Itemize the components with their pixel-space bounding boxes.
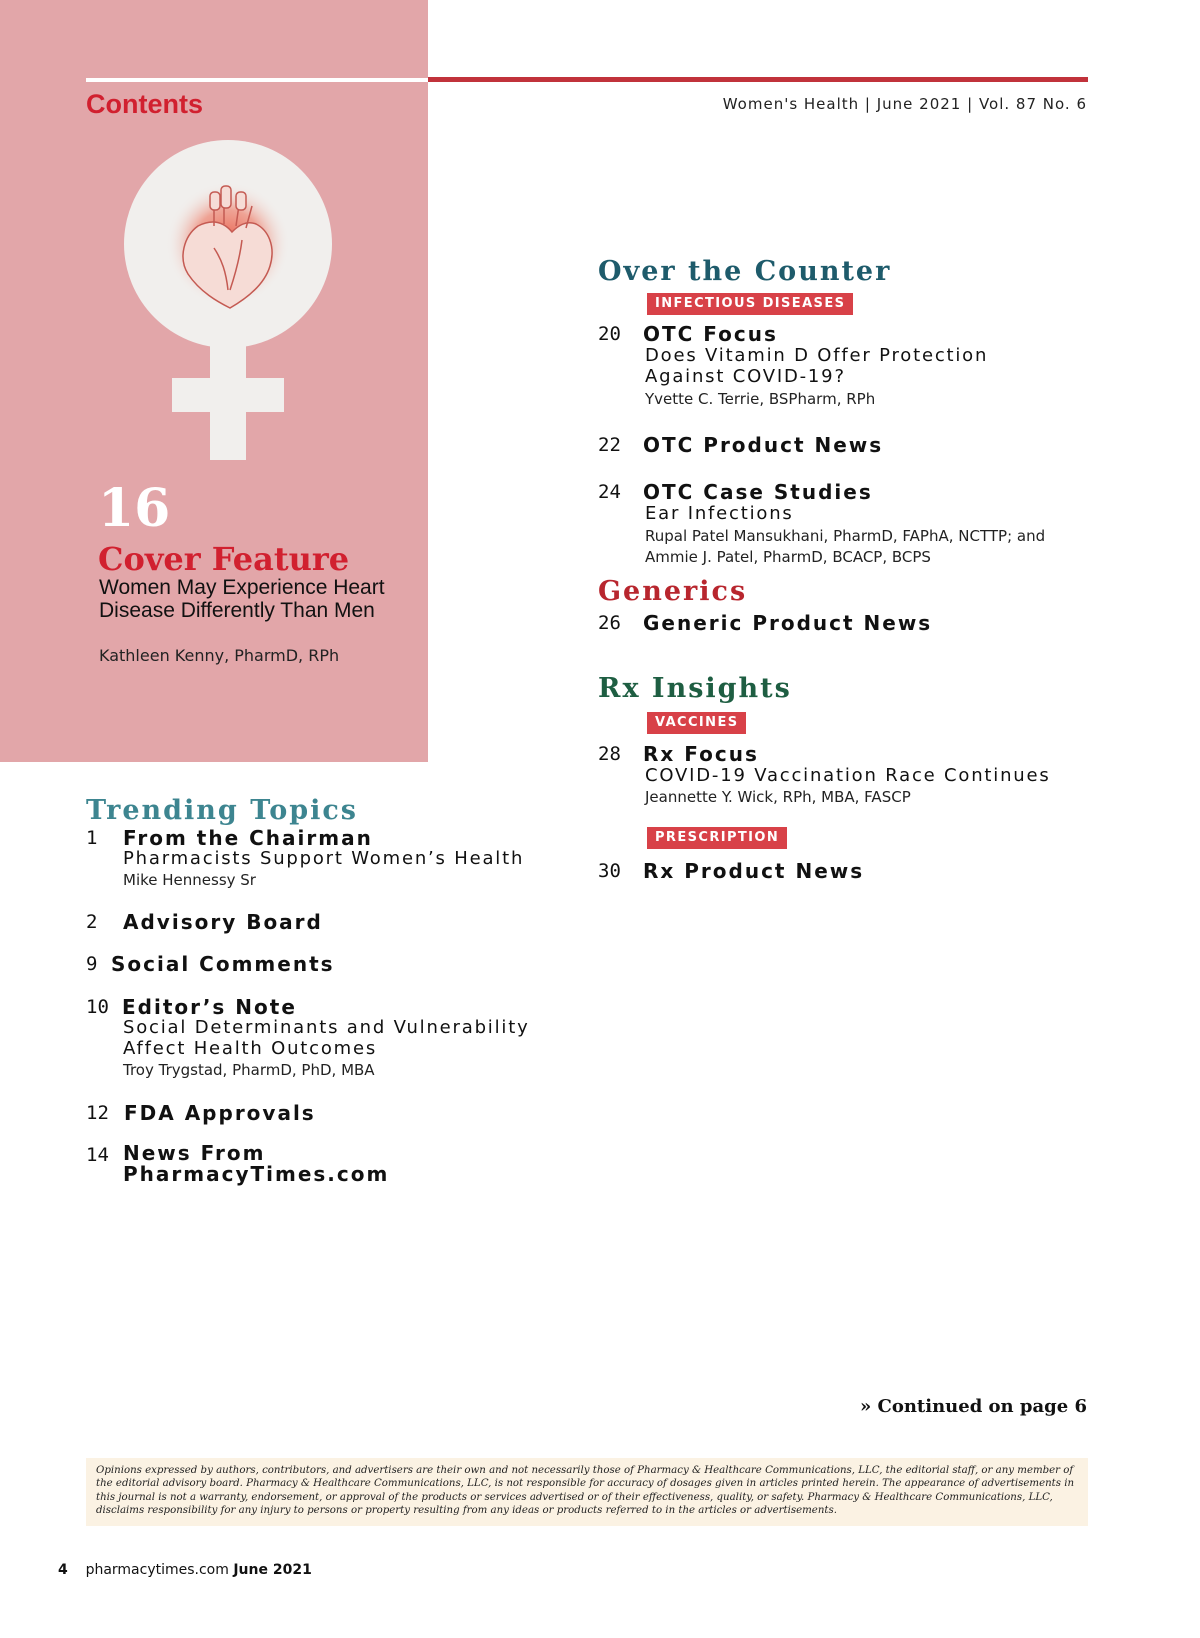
toc-subtitle[interactable]: Does Vitamin D Offer Protection Against COVID-19? bbox=[645, 345, 989, 387]
tag-infectious-diseases: INFECTIOUS DISEASES bbox=[647, 293, 853, 315]
toc-title-generic-product-news[interactable]: Generic Product News bbox=[643, 611, 933, 635]
footer-site[interactable]: pharmacytimes.com bbox=[85, 1562, 229, 1578]
toc-subtitle[interactable]: Ear Infections bbox=[645, 503, 794, 524]
cover-page-number: 16 bbox=[98, 478, 171, 539]
section-heading-rx-insights: Rx Insights bbox=[598, 673, 792, 704]
cover-author: Kathleen Kenny, PharmD, RPh bbox=[99, 646, 340, 665]
toc-page-number: 30 bbox=[598, 860, 621, 882]
toc-title-rx-product-news[interactable]: Rx Product News bbox=[643, 859, 865, 883]
toc-subtitle[interactable]: Pharmacists Support Women’s Health bbox=[123, 848, 525, 869]
toc-page-number: 26 bbox=[598, 612, 621, 634]
toc-title-otc-product-news[interactable]: OTC Product News bbox=[643, 433, 884, 457]
section-heading-otc: Over the Counter bbox=[598, 256, 892, 287]
toc-title-editors-note[interactable]: Editor’s Note bbox=[122, 995, 297, 1019]
footer-page-number: 4 bbox=[58, 1562, 68, 1578]
toc-subtitle[interactable]: Social Determinants and Vulnerability Affect Health Outcomes bbox=[123, 1017, 530, 1059]
section-heading-trending-topics: Trending Topics bbox=[86, 795, 358, 826]
toc-page-number: 28 bbox=[598, 743, 621, 765]
footer-date: June 2021 bbox=[233, 1562, 312, 1578]
toc-title-social-comments[interactable]: Social Comments bbox=[111, 952, 335, 976]
issue-line: Women's Health | June 2021 | Vol. 87 No. 6 bbox=[722, 95, 1087, 113]
toc-page-number: 20 bbox=[598, 323, 621, 345]
toc-author: Troy Trygstad, PharmD, PhD, MBA bbox=[123, 1061, 375, 1079]
page-footer bbox=[58, 1562, 312, 1578]
toc-title-news-from-pharmacytimes[interactable]: News From PharmacyTimes.com bbox=[123, 1141, 390, 1186]
toc-subtitle[interactable]: COVID-19 Vaccination Race Continues bbox=[645, 765, 1051, 786]
continued-link[interactable]: » Continued on page 6 bbox=[859, 1396, 1087, 1417]
toc-page-number: 2 bbox=[86, 911, 98, 933]
toc-author: Yvette C. Terrie, BSPharm, RPh bbox=[645, 390, 876, 408]
tag-vaccines: VACCINES bbox=[647, 712, 746, 734]
toc-title-rx-focus[interactable]: Rx Focus bbox=[643, 742, 759, 766]
toc-author: Jeannette Y. Wick, RPh, MBA, FASCP bbox=[645, 788, 911, 806]
toc-page-number: 9 bbox=[86, 953, 98, 975]
toc-page-number: 12 bbox=[86, 1102, 109, 1124]
toc-title-advisory-board[interactable]: Advisory Board bbox=[123, 910, 323, 934]
header-rule-left bbox=[86, 78, 428, 82]
disclaimer-box: Opinions expressed by authors, contributors, and advertisers are their own and not necessarily those of Pharmacy & Healthcare Communications, LLC, the editorial staff, or any member of the editorial advisory board. Pharmacy & Healthcare Communications, LLC, is not responsible for accuracy of dosages given in articles printed herein. The appearance of advertisements in this journal is not a warranty, endorsement, or approval of the products or services advertised or of their effectiveness, quality, or safety. Pharmacy & Healthcare Communications, LLC, disclaims responsibility for any injury to persons or property resulting from any ideas or products referred to in the articles or advertisements. bbox=[86, 1458, 1088, 1526]
toc-page-number: 24 bbox=[598, 481, 621, 503]
tag-prescription: PRESCRIPTION bbox=[647, 827, 787, 849]
toc-title-fda-approvals[interactable]: FDA Approvals bbox=[124, 1101, 316, 1125]
cover-headline[interactable]: Women May Experience Heart Disease Differently Than Men bbox=[99, 576, 385, 622]
header-rule-right bbox=[428, 77, 1088, 82]
toc-page-number: 10 bbox=[86, 996, 109, 1018]
toc-author: Rupal Patel Mansukhani, PharmD, FAPhA, NCTTP; and Ammie J. Patel, PharmD, BCACP, BCPS bbox=[645, 527, 1046, 566]
toc-title-otc-case-studies[interactable]: OTC Case Studies bbox=[643, 480, 873, 504]
toc-page-number: 14 bbox=[86, 1144, 109, 1166]
toc-page-number: 22 bbox=[598, 434, 621, 456]
toc-page-number: 1 bbox=[86, 827, 98, 849]
toc-author: Mike Hennessy Sr bbox=[123, 871, 256, 889]
section-heading-generics: Generics bbox=[598, 576, 748, 607]
venus-heart-icon bbox=[118, 140, 348, 470]
cover-feature-label[interactable]: Cover Feature bbox=[98, 540, 350, 578]
toc-title-from-the-chairman[interactable]: From the Chairman bbox=[123, 826, 373, 850]
contents-title: Contents bbox=[86, 89, 203, 119]
toc-title-otc-focus[interactable]: OTC Focus bbox=[643, 322, 778, 346]
